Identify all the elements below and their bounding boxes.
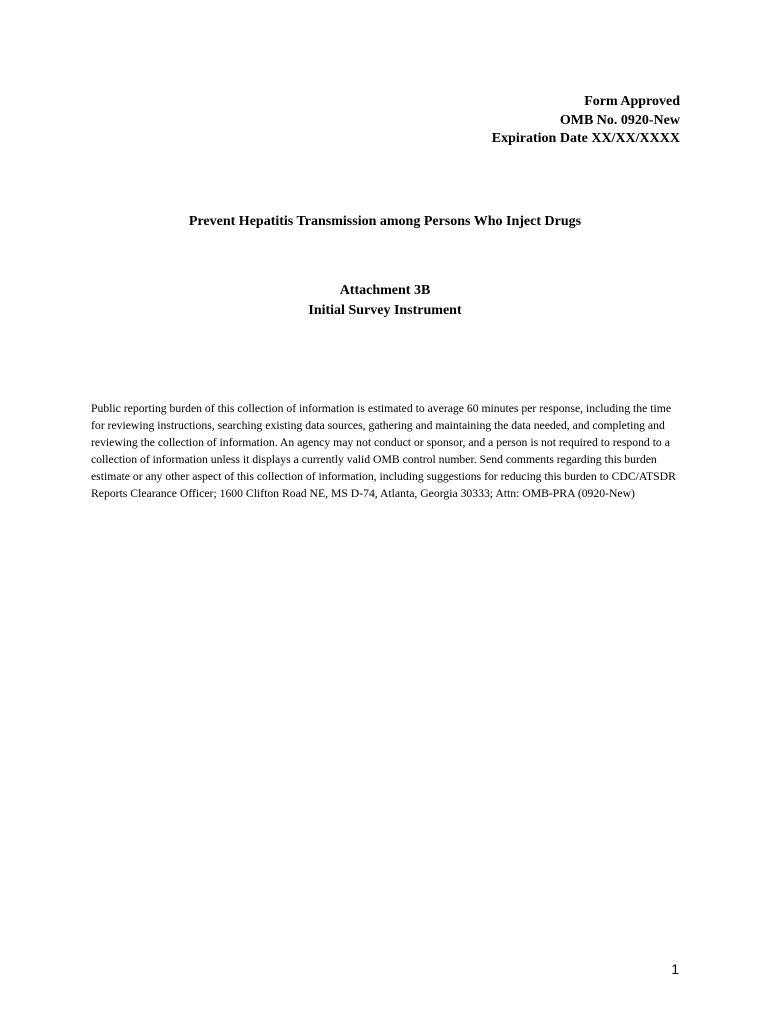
expiration-date: Expiration Date XX/XX/XXXX [491, 131, 680, 146]
attachment-label: Attachment 3B [339, 283, 431, 298]
attachment-subtitle: Initial Survey Instrument [308, 303, 462, 318]
burden-statement: Public reporting burden of this collection of information is estimated to average 60 minutes per response, including the time for reviewing instructions, searching existing data sources, gathering and maintaining the data needed, and completing and reviewing the collection of information. An agency may not conduct or sponsor, and a person is not required to respond to a collection of information unless it displays a currently valid OMB control number. Send comments regarding this burden estimate or any other aspect of this collection of information, including suggestions for reducing this burden to CDC/ATSDR Reports Clearance Officer; 1600 Clifton Road NE, MS D-74, Atlanta, Georgia 30333; Attn: OMB-PRA (0920-New) [91, 402, 676, 501]
document-title: Prevent Hepatitis Transmission among Persons Who Inject Drugs [188, 214, 582, 229]
page-number: 1 [671, 961, 679, 977]
form-approved-label: Form Approved [584, 94, 680, 109]
omb-number: OMB No. 0920-New [559, 112, 680, 128]
omb-approval-block [492, 93, 680, 149]
attachment-heading [0, 281, 770, 321]
